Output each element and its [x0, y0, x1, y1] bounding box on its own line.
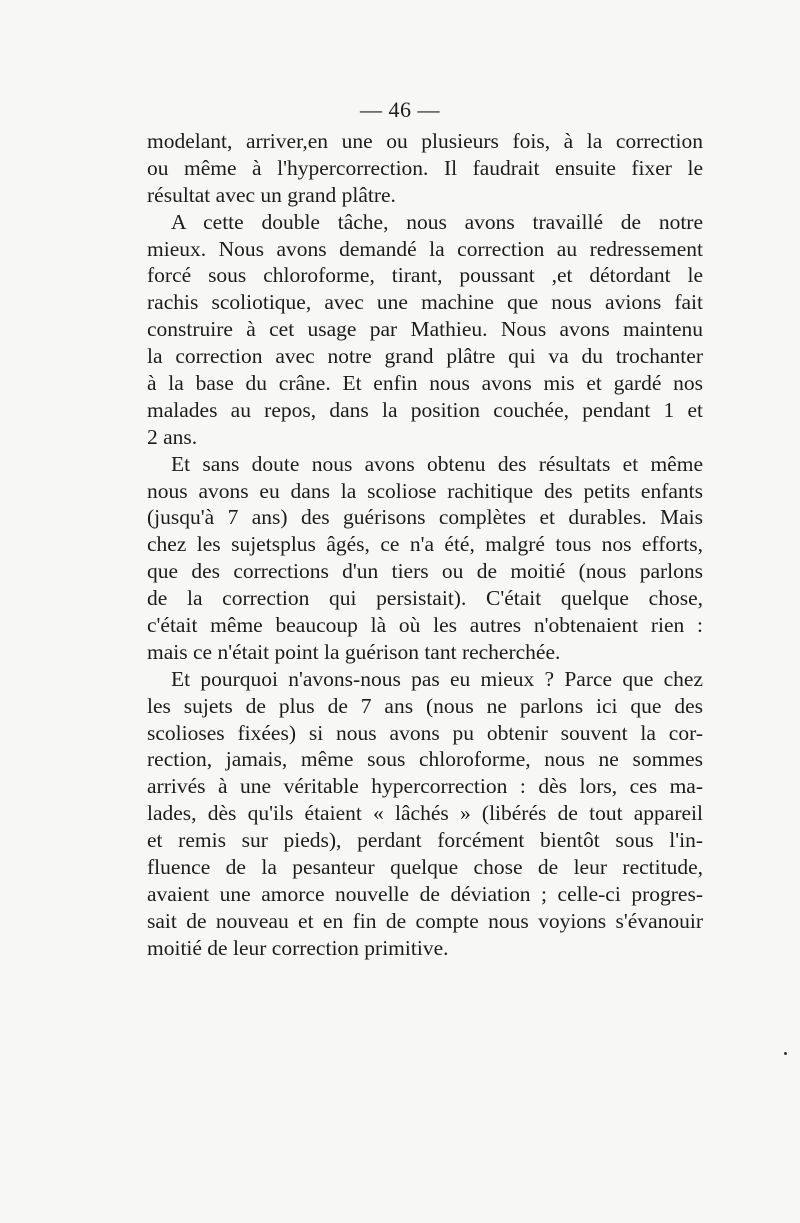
text-line: arrivés à une véritable hypercorrection : dès lors, ces ma-: [147, 774, 703, 799]
text-line: et remis sur pieds), perdant forcément bientôt sous l'in-: [147, 828, 703, 853]
text-line: (jusqu'à 7 ans) des guérisons complètes et durables. Mais: [147, 505, 703, 530]
text-line: mieux. Nous avons demandé la correction au redressement: [147, 236, 703, 261]
text-line: chez les sujetsplus âgés, ce n'a été, malgré tous nos efforts,: [147, 532, 703, 557]
text-line: c'était même beaucoup là où les autres n'obtenaient rien :: [147, 613, 703, 638]
paragraph: [147, 451, 703, 666]
text-line: scolioses fixées) si nous avons pu obtenir souvent la cor-: [147, 720, 703, 745]
text-line: lades, dès qu'ils étaient « lâchés » (libérés de tout appareil: [147, 801, 703, 826]
text-line: construire à cet usage par Mathieu. Nous avons maintenu: [147, 317, 703, 342]
text-line: Et sans doute nous avons obtenu des résultats et même: [171, 451, 703, 476]
text-line: que des corrections d'un tiers ou de moitié (nous parlons: [147, 559, 703, 584]
text-line: nous avons eu dans la scoliose rachitique des petits enfants: [147, 478, 703, 503]
page-number: — 46 —: [360, 97, 440, 122]
text-line: modelant, arriver,en une ou plusieurs fois, à la correction: [147, 129, 703, 153]
text-line: avaient une amorce nouvelle de déviation ; celle-ci progres-: [147, 881, 703, 906]
text-line: forcé sous chloroforme, tirant, poussant ,et détordant le: [147, 263, 703, 288]
scan-speck: [784, 1052, 787, 1055]
text-line: A cette double tâche, nous avons travaillé de notre: [171, 209, 703, 234]
text-line: malades au repos, dans la position couchée, pendant 1 et: [147, 397, 703, 422]
text-line: rection, jamais, même sous chloroforme, nous ne sommes: [147, 747, 703, 772]
text-line: sait de nouveau et en fin de compte nous voyions s'évanouir: [147, 908, 703, 933]
paragraph: [147, 209, 703, 451]
paragraph: [147, 128, 703, 209]
text-line: à la base du crâne. Et enfin nous avons mis et gardé nos: [147, 371, 703, 396]
text-line: ou même à l'hypercorrection. Il faudrait ensuite fixer le: [147, 155, 703, 180]
text-line: moitié de leur correction primitive.: [147, 935, 449, 960]
body-text: [147, 128, 703, 962]
text-line: rachis scoliotique, avec une machine que nous avions fait: [147, 290, 703, 315]
paragraph: [147, 666, 703, 962]
text-line: la correction avec notre grand plâtre qui va du trochanter: [147, 344, 703, 369]
text-line: résultat avec un grand plâtre.: [147, 182, 396, 207]
text-line: les sujets de plus de 7 ans (nous ne parlons ici que des: [147, 693, 703, 718]
text-line: Et pourquoi n'avons-nous pas eu mieux ? Parce que chez: [171, 666, 703, 691]
text-line: fluence de la pesanteur quelque chose de leur rectitude,: [147, 855, 703, 880]
text-line: 2 ans.: [147, 424, 198, 449]
text-line: mais ce n'était point la guérison tant recherchée.: [147, 639, 561, 664]
text-line: de la correction qui persistait). C'était quelque chose,: [147, 586, 703, 611]
